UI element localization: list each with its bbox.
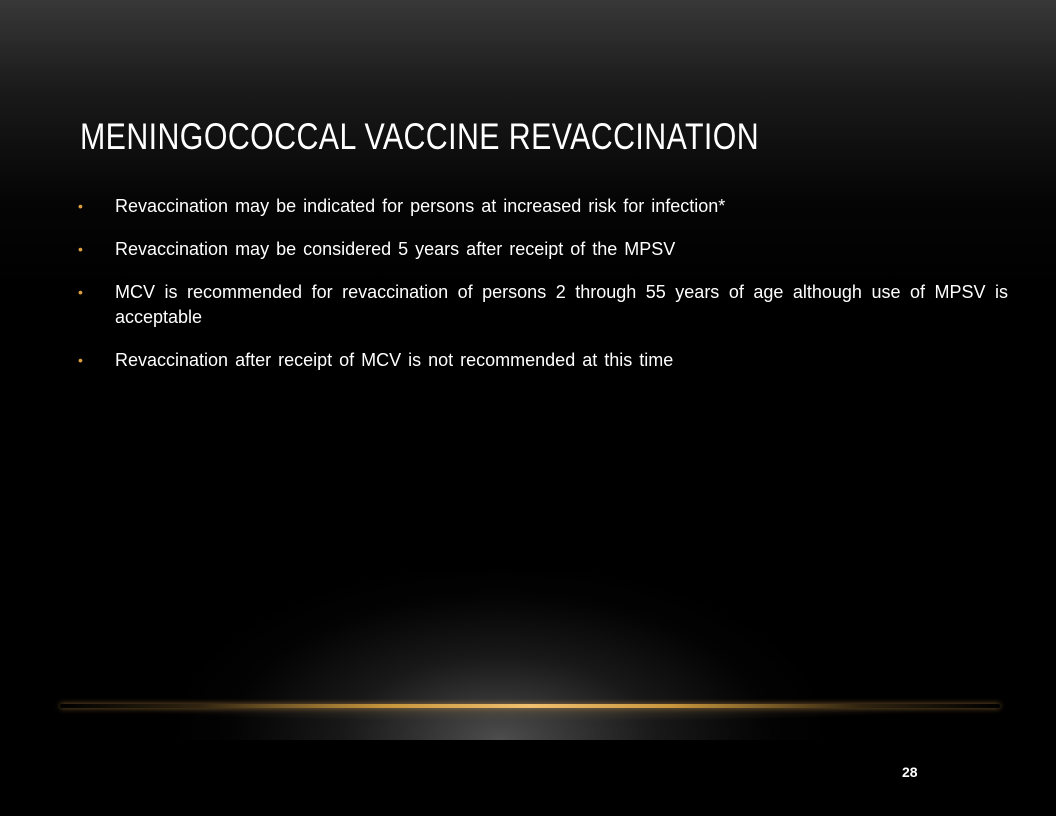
bullet-item — [78, 194, 1008, 219]
bullet-item — [78, 348, 1008, 373]
bullet-dot-icon: • — [78, 198, 83, 214]
bullet-dot-icon: • — [78, 284, 83, 300]
bullet-item — [78, 237, 1008, 262]
bullet-list — [78, 194, 1008, 373]
bullet-text: Revaccination may be considered 5 years after receipt of the MPSV — [115, 239, 676, 259]
bullet-text: Revaccination after receipt of MCV is not recommended at this time — [115, 350, 674, 370]
bullet-dot-icon: • — [78, 352, 83, 368]
bullet-text: MCV is recommended for revaccination of persons 2 through 55 years of age although use of MPSV is acceptable — [115, 282, 1008, 327]
bullet-item — [78, 280, 1008, 330]
bullet-text: Revaccination may be indicated for persons at increased risk for infection* — [115, 196, 726, 216]
bullet-dot-icon: • — [78, 241, 83, 257]
stage-reflection — [120, 708, 940, 722]
slide-title: MENINGOCOCCAL VACCINE REVACCINATION — [80, 116, 760, 157]
page-number: 28 — [902, 764, 918, 780]
